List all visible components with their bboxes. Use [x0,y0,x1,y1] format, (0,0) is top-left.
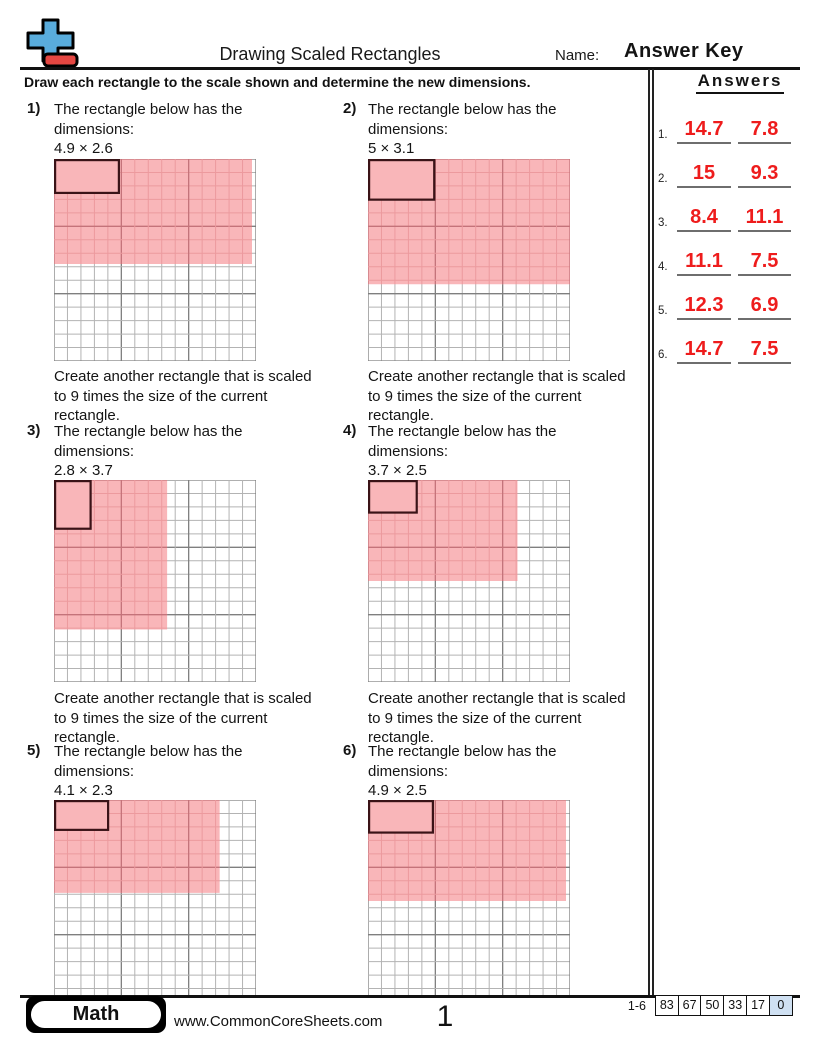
statement-line-1: The rectangle below has the [368,743,557,760]
answer-blank-width: 14.7 [677,117,731,144]
dimensions-value: 4.9 × 2.5 [368,782,427,799]
minus-icon [44,54,77,66]
statement-line-2: dimensions: [54,120,135,138]
dimensions-value: 5 × 3.1 [368,140,415,157]
score-box-17: 17 [746,995,770,1016]
problem-6-statement [368,742,556,801]
followup-line-1: Create another rectangle that is scaled [54,368,312,385]
problem-5-number: 5) [27,742,41,759]
followup-line-2: to 9 times the size of the current [54,709,268,727]
answer-blank-width: 15 [677,161,731,188]
answer-key-text: Answer Key [624,40,744,62]
problem-3-number: 3) [27,422,41,439]
followup-line-1: Create another rectangle that is scaled [54,690,312,707]
statement-line-2: dimensions: [54,442,135,460]
followup-line-3: rectangle. [54,729,120,746]
statement-line-2: dimensions: [54,762,135,780]
problem-1-grid [54,159,257,362]
problem-4-grid [368,480,571,683]
followup-line-2: to 9 times the size of the current [368,387,582,405]
answer-blank-width: 12.3 [677,293,731,320]
answer-blank-height: 7.5 [738,337,791,364]
answer-blank-width: 11.1 [677,249,731,276]
problem-3-followup [54,689,312,748]
answer-blank-width: 8.4 [677,205,731,232]
dimensions-value: 3.7 × 2.5 [368,462,427,479]
answer-row-2 [654,161,804,188]
followup-line-1: Create another rectangle that is scaled [368,368,626,385]
problem-4-statement [368,422,556,481]
answers-panel-title [665,71,815,94]
problem-5-grid [54,800,257,995]
score-box-50: 50 [700,995,724,1016]
followup-line-1: Create another rectangle that is scaled [368,690,626,707]
page-number: 1 [436,1000,454,1033]
score-box-33: 33 [723,995,747,1016]
instruction-text: Draw each rectangle to the scale shown and determine the new dimensions. [24,74,531,90]
page-title: Drawing Scaled Rectangles [219,44,441,64]
answer-row-1 [654,117,804,144]
answer-row-4 [654,249,804,276]
header-rule [20,67,800,70]
subject-label: Math [31,1001,161,1028]
followup-line-3: rectangle. [368,729,434,746]
answer-blank-width: 14.7 [677,337,731,364]
statement-line-2: dimensions: [368,120,449,138]
statement-line-1: The rectangle below has the [54,101,243,118]
answer-blank-height: 7.5 [738,249,791,276]
problem-2-number: 2) [343,100,357,117]
statement-line-1: The rectangle below has the [368,101,557,118]
problem-1-number: 1) [27,100,41,117]
followup-line-3: rectangle. [368,407,434,424]
statement-line-1: The rectangle below has the [368,423,557,440]
dimensions-value: 4.1 × 2.3 [54,782,113,799]
answer-row-6 [654,337,804,364]
answer-number: 3. [658,217,668,229]
answer-number: 4. [658,261,668,273]
statement-line-1: The rectangle below has the [54,423,243,440]
commoncoresheets-logo [24,18,80,68]
answer-row-3 [654,205,804,232]
website-url: www.CommonCoreSheets.com [174,1013,383,1030]
answer-row-5 [654,293,804,320]
problem-1-followup [54,367,312,426]
score-box-83: 83 [655,995,679,1016]
name-label: Name: [555,47,600,64]
problem-2-grid [368,159,571,362]
problem-6-number: 6) [343,742,357,759]
statement-line-1: The rectangle below has the [54,743,243,760]
problem-1-statement [54,100,242,159]
score-box-0: 0 [769,995,793,1016]
problem-4-followup [368,689,626,748]
problem-2-followup [368,367,626,426]
answer-number: 6. [658,349,668,361]
dimensions-value: 4.9 × 2.6 [54,140,113,157]
problem-5-statement [54,742,242,801]
answer-number: 5. [658,305,668,317]
score-strip [656,995,793,1016]
followup-line-3: rectangle. [54,407,120,424]
statement-line-2: dimensions: [368,442,449,460]
score-box-67: 67 [678,995,702,1016]
dimensions-value: 2.8 × 3.7 [54,462,113,479]
answer-blank-height: 6.9 [738,293,791,320]
problem-3-statement [54,422,242,481]
statement-line-2: dimensions: [368,762,449,780]
problem-2-statement [368,100,556,159]
problem-6-grid [368,800,571,995]
followup-line-2: to 9 times the size of the current [368,709,582,727]
answer-blank-height: 11.1 [738,205,791,232]
answer-blank-height: 7.8 [738,117,791,144]
followup-line-2: to 9 times the size of the current [54,387,268,405]
problem-range-label: 1-6 [627,999,646,1013]
problem-4-number: 4) [343,422,357,439]
answers-title-text: Answers [696,71,785,94]
problem-3-grid [54,480,257,683]
answer-number: 2. [658,173,668,185]
answer-blank-height: 9.3 [738,161,791,188]
subject-badge [26,996,166,1033]
answer-number: 1. [658,129,668,141]
